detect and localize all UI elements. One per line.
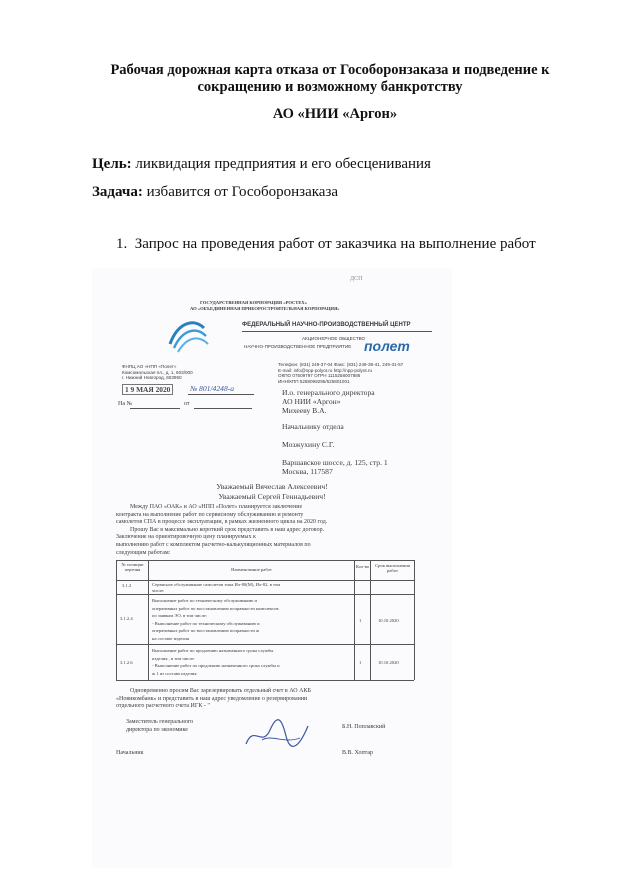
table-cell-qty: 1 <box>359 618 362 623</box>
table-cell-name: Выполнение работ по техническому обслуживанию и оперативных работ по восстановлению исправности комплексов по заявкам ЭО, в том числе: - Выполнение работ по техническому обслуживанию и оперативных работ по восстановлению исправности ж на составе изделия <box>152 598 279 641</box>
recipient-block-2: Начальнику отдела <box>282 422 344 431</box>
signer-title: Заместитель генерального директора по экономике <box>126 719 194 733</box>
goal-text: ликвидация предприятия и его обесценивания <box>131 156 431 172</box>
table-cell-number: 3.1.2.4 <box>120 616 133 621</box>
registration-number: № 801/4248-а <box>190 384 235 393</box>
table-header-term: Срок выполнения работ <box>375 563 410 574</box>
table-cell-number: 3.1.2.6 <box>120 660 133 665</box>
recipient-block-3: Мозжухину С.Г. <box>282 440 335 449</box>
closing-paragraph: Одновременно просим Вас зарезервировать отдельный счет в АО АКБ «Новикомбанк» и представить в наш адрес уведомление о резервировании отдельного расчетного счета ИГК - " <box>116 688 311 710</box>
table-cell-name: Выполнение работ по продлению назначенного срока службы изделия , в том числе: - Выполнение работ по продлению назначенного срока службы и ж 1 из состава изделия <box>152 648 280 676</box>
document-title: Рабочая дорожная карта отказа от Гособоронзаказа и подведение к сокращению и возможному банкротству <box>110 62 550 95</box>
signature-icon <box>242 714 312 754</box>
center-name: ФЕДЕРАЛЬНЫЙ НАУЧНО-ПРОИЗВОДСТВЕННЫЙ ЦЕНТР <box>242 322 411 328</box>
date-stamp: 1 9 МАЯ 2020 <box>122 384 173 395</box>
table-header-qty: Кол-во <box>355 564 370 569</box>
table-cell-qty: 1 <box>359 660 362 665</box>
company-type-2: НАУЧНО-ПРОИЗВОДСТВЕННОЕ ПРЕДПРИЯТИЕ <box>244 344 352 349</box>
table-cell-number: 3.1.2 <box>122 583 132 588</box>
second-signer-title: Начальник <box>116 750 144 756</box>
table-cell-term: 10.10.2020 <box>378 660 399 665</box>
corner-mark: ДСП <box>350 276 363 282</box>
task-label: Задача: <box>92 184 143 200</box>
brand-name: полет <box>364 338 410 354</box>
recipient-block-1: И.о. генерального директора АО НИИ «Аргон» Михееву В.А. <box>282 388 375 415</box>
second-signer-name: В.В. Хоптар <box>342 750 374 756</box>
goal-label: Цель: <box>92 156 132 172</box>
reply-date-label: от <box>184 401 190 407</box>
header-line-1: ГОСУДАРСТВЕННАЯ КОРПОРАЦИЯ «РОСТЕХ» <box>200 300 308 305</box>
table-cell-name: Сервисное обслуживание самолетов типа Ил-80(М), Ил-82, в том числе: <box>152 582 281 593</box>
recipient-address: Варшавское шоссе, д. 125, стр. 1 Москва, 117587 <box>282 458 388 476</box>
table-header-name: Наименование работ <box>231 567 272 572</box>
table-header-number: № позиции перечня <box>121 562 144 573</box>
signer-name: Б.Н. Поплавский <box>342 724 386 730</box>
table-cell-term: 10.10.2020 <box>378 618 399 623</box>
salutation-2: Уважаемый Сергей Геннадьевич! <box>218 492 326 501</box>
list-item-number: 1. <box>116 236 128 252</box>
company-type-1: АКЦИОНЕРНОЕ ОБЩЕСТВО <box>302 336 366 341</box>
reply-to-label: На № <box>118 401 133 407</box>
scanned-letter <box>92 268 452 868</box>
goal-line <box>92 156 431 173</box>
letter-body: Между ПАО «ОАК» и АО «НПП «Полет» планируется заключение контракта на выполнение работ по сервисному обслуживанию и ремонту самолетов СПА в процессе эксплуатации, в рамках жизненного цикла на 2020 год. Прошу Вас в максимально короткий срок представить в наш адрес договор. Заключение на ориентировочную цену планируемых к выполнению работ с комплектом расчетно-калькуляционных материалов по следующим работам: <box>116 504 328 556</box>
list-item-text: Запрос на проведения работ от заказчика на выполнение работ <box>134 236 536 252</box>
salutation-1: Уважаемый Вячеслав Алексеевич! <box>216 482 328 491</box>
task-line <box>92 184 338 201</box>
sender-contacts: Телефон: (831) 249-37-04 Факс: (831) 249-39-41, 249-31-57 E-mail: info@npp-polyot.ru http://npp-polyot.ru ОКПО 07509797 ОГРН 1115258007886 ИНН/КПП 5258099295/525801001 <box>278 362 404 384</box>
task-text: избавится от Гособоронзаказа <box>142 184 339 200</box>
header-line-2: АО «ОБЪЕДИНЕННАЯ ПРИБОРОСТРОИТЕЛЬНАЯ КОРПОРАЦИЯ» <box>190 306 340 311</box>
company-logo-icon <box>164 314 212 358</box>
organization-name: АО «НИИ «Аргон» <box>272 106 398 122</box>
sender-address: ФНПЦ АО «НПП «Полет» Комсомольская пл., д. 1, 603/000 г. Нижний Новгород, 603950 <box>122 364 193 381</box>
list-item-1 <box>116 236 536 253</box>
